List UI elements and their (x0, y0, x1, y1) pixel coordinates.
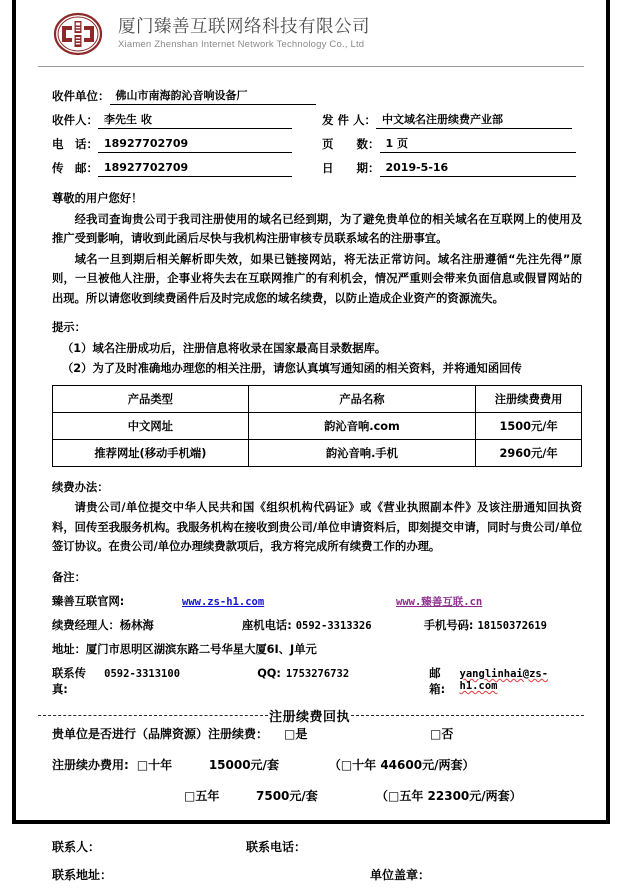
tips-title: 提示： (52, 321, 86, 334)
payment-section (16, 478, 606, 588)
checkbox-no[interactable]: □否 (430, 727, 454, 741)
divider-dash-left (38, 715, 268, 716)
page-content (16, 0, 606, 882)
remarks-title: 备注： (52, 570, 86, 584)
website-link-com[interactable]: www.zs-h1.com (182, 596, 265, 608)
tip-item-1: （1）域名注册成功后，注册信息将收录在国家最高目录数据库。 (62, 341, 387, 355)
email-value: yanglinhai@zs-h1.com (459, 668, 549, 692)
receipt-row-person-phone (52, 838, 582, 866)
landline-label: 座机电话: (242, 619, 292, 632)
email-label: 邮箱: (429, 667, 446, 696)
meta-row-recipient-org (52, 81, 584, 105)
manager-label: 续费经理人：杨林海 (52, 619, 154, 632)
table-row (53, 439, 582, 466)
five-year-two-sets[interactable]: （□五年 22300元/两套） (376, 789, 522, 803)
sender-label: 发 件 人： (322, 113, 377, 127)
payment-text: 请贵公司/单位提交中华人民共和国《组织机构代码证》或《营业执照副本件》及该注册通知回执资料，回传至我服务机构。我服务机构在接收到贵公司/单位申请资料后，即刻提交申请，同时与贵公司/单位签订协议。在贵公司/单位办理续费款项后，我方将完成所有续费工作的办理。 (52, 501, 582, 553)
cell-renewal-fee: 2960元/年 (476, 439, 582, 466)
address-value: 厦门市思明区湖滨东路二号华星大厦6I、J单元 (85, 643, 317, 656)
receipt-row-fee-5y (52, 787, 582, 818)
body-paragraph-1: 经我司查询贵公司于我司注册使用的域名已经到期，为了避免贵单位的相关域名在互联网上的使用及推广受到影响，请收到此函后尽快与我机构注册审核专员联系域名的注册事宜。 (52, 212, 582, 245)
fee-table (52, 385, 582, 467)
contact-row-website (52, 593, 582, 617)
contact-row-fax-qq-email (52, 665, 582, 696)
receipt-question-label: 贵单位是否进行（品牌资源）注册续费： (52, 727, 269, 741)
letterhead (16, 0, 606, 58)
meta-row-recipient-sender (52, 105, 584, 129)
cell-product-type: 推荐网址(移动手机端) (53, 439, 249, 466)
checkbox-five-year[interactable]: □五年 (184, 789, 220, 803)
table-header-row (53, 385, 582, 412)
landline-value: 0592-3313326 (295, 620, 372, 632)
contact-address-label[interactable]: 联系地址： (52, 868, 113, 882)
receipt-row-question (52, 725, 582, 756)
divider-dash-right (351, 715, 584, 716)
mobile-value: 18150372619 (477, 620, 547, 632)
fee-table-wrapper (16, 379, 606, 467)
ten-year-price: 15000元/套 (208, 758, 279, 772)
company-name-cn: 厦门臻善互联网络科技有限公司 (118, 16, 370, 37)
checkbox-yes[interactable]: □是 (284, 727, 308, 741)
cell-product-type: 中文网址 (53, 412, 249, 439)
cell-renewal-fee: 1500元/年 (476, 412, 582, 439)
date-label: 日 期： (322, 161, 380, 175)
receipt-contact-fields (16, 838, 606, 894)
phone-value[interactable]: 18927702709 (98, 137, 292, 153)
website-link-cn[interactable]: www.臻善互联.cn (396, 596, 483, 608)
receipt-title: 注册续费回执 (269, 709, 351, 725)
recipient-org-label: 收件单位： (52, 89, 110, 103)
fax-label: 传 邮： (52, 161, 98, 175)
ten-year-two-sets[interactable]: （□十年 44600元/两套） (328, 758, 475, 772)
receipt-fee-label: 注册续办费用: (52, 758, 129, 772)
meta-row-fax-date (52, 153, 584, 177)
greeting-line: 尊敬的用户您好！ (52, 192, 143, 205)
contact-section (16, 593, 606, 696)
checkbox-ten-year[interactable]: □十年 (136, 758, 173, 772)
pages-value[interactable]: 1 页 (380, 137, 576, 153)
table-header-product-name: 产品名称 (248, 385, 475, 412)
five-year-price: 7500元/套 (256, 789, 318, 803)
receipt-form (16, 725, 606, 818)
fax-value[interactable]: 18927702709 (98, 161, 292, 177)
table-header-renewal-fee: 注册续费费用 (476, 385, 582, 412)
mobile-label: 手机号码: (423, 619, 474, 632)
letterhead-divider (38, 66, 584, 67)
recipient-value[interactable]: 李先生 收 (98, 113, 292, 129)
table-row (53, 412, 582, 439)
receipt-row-address-seal (52, 866, 582, 894)
tip-item-2: （2）为了及时准确地办理您的相关注册，请您认真填写通知函的相关资料，并将通知函回传 (62, 362, 522, 375)
address-label: 地址： (52, 643, 86, 656)
website-label: 臻善互联官网: (52, 595, 125, 608)
contact-person-label[interactable]: 联系人： (52, 840, 101, 854)
contact-row-manager (52, 617, 582, 641)
receipt-divider (38, 705, 584, 725)
recipient-label: 收件人： (52, 113, 98, 127)
contact-fax-label: 联系传真: (52, 667, 86, 696)
contact-fax-value: 0592-3313100 (104, 668, 181, 680)
meta-form (16, 81, 606, 177)
qq-value: 1753276732 (285, 668, 350, 680)
date-value[interactable]: 2019-5-16 (380, 161, 576, 177)
company-seal-label[interactable]: 单位盖章： (370, 868, 431, 882)
payment-title: 续费办法： (52, 480, 109, 494)
phone-label: 电 话： (52, 137, 98, 151)
pages-label: 页 数： (322, 137, 380, 151)
meta-row-phone-pages (52, 129, 584, 153)
receipt-row-fee-10y (52, 756, 582, 787)
cell-product-name: 韵沁音响.com (248, 412, 475, 439)
body-paragraph-2: 域名一旦到期后相关解析即失效，如果已链接网站，将无法正常访问。域名注册遵循“先注先得”原则，一旦被他人注册，企事业将失去在互联网推广的有利机会，情况严重则会带来负面信息或假冒网站的出现。所以请您收到续费函件后及时完成您的域名续费，以防止造成企业资产的资源流失。 (52, 252, 582, 305)
company-seal-icon (52, 8, 104, 60)
contact-phone-label[interactable]: 联系电话： (246, 840, 307, 854)
cell-product-name: 韵沁音响.手机 (248, 439, 475, 466)
sender-value[interactable]: 中文域名注册续费产业部 (376, 113, 572, 129)
contact-row-address (52, 641, 582, 665)
recipient-org-value[interactable]: 佛山市南海韵沁音响设备厂 (110, 89, 316, 105)
company-name-en: Xiamen Zhenshan Internet Network Technology Co., Ltd (118, 39, 365, 51)
table-header-product-type: 产品类型 (53, 385, 249, 412)
company-name-block (118, 18, 370, 50)
letter-body (16, 189, 606, 379)
qq-label: QQ: (257, 667, 281, 680)
